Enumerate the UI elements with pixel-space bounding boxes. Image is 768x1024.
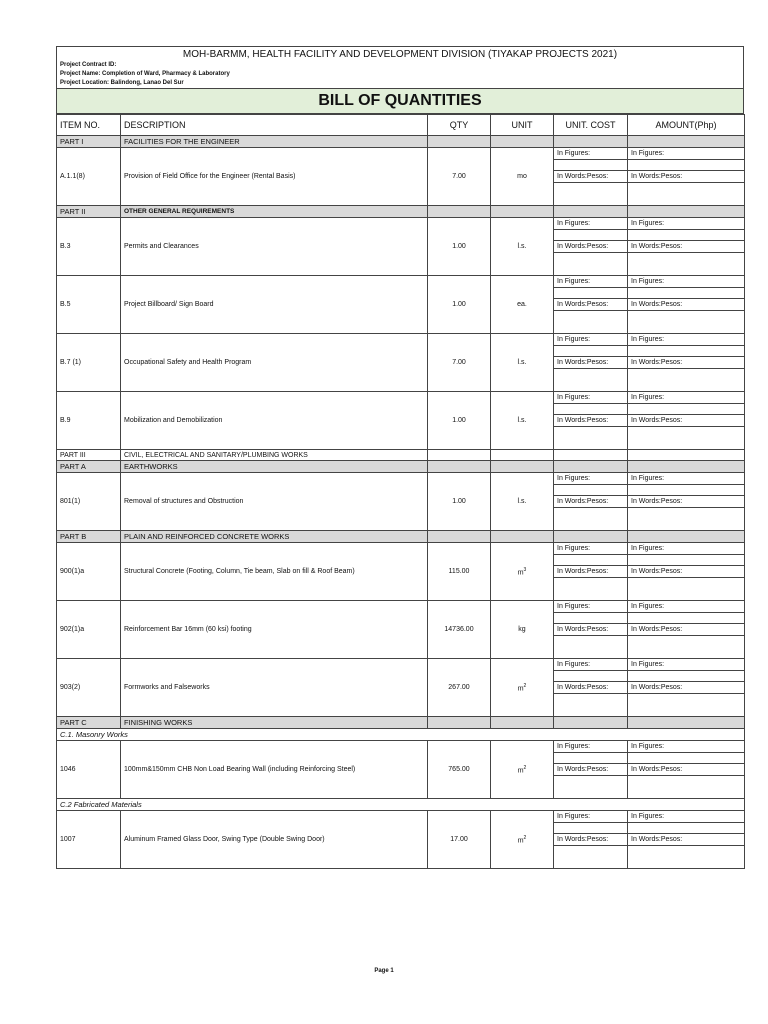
amount-blank: [628, 671, 745, 682]
item-unit: [491, 334, 554, 392]
unit-cost-blank: [554, 613, 628, 624]
unit-text: m: [517, 767, 524, 775]
project-location: Project Location: Balindong, Lanao Del Sur: [60, 80, 184, 86]
table-row: [57, 392, 745, 404]
table-row: [57, 276, 745, 288]
amount-blank: [628, 404, 745, 415]
empty-cell: [554, 531, 628, 543]
item-unit: [491, 148, 554, 206]
empty-cell: [491, 461, 554, 473]
item-description: Aluminum Framed Glass Door, Swing Type (Double Swing Door): [121, 811, 428, 869]
unit-text: m: [517, 569, 524, 577]
unit-cost-blank: [554, 776, 628, 799]
amount-figures: In Figures:: [628, 811, 745, 823]
amount-words: In Words:Pesos:: [628, 496, 745, 508]
unit-cost-words: In Words:Pesos:: [554, 171, 628, 183]
sheet-header: [56, 46, 744, 114]
amount-blank: [628, 427, 745, 450]
item-qty: 115.00: [428, 543, 491, 601]
amount-words: In Words:Pesos:: [628, 241, 745, 253]
item-description: Structural Concrete (Footing, Column, Tie beam, Slab on fill & Roof Beam): [121, 543, 428, 601]
empty-cell: [428, 717, 491, 729]
item-qty: 7.00: [428, 148, 491, 206]
empty-cell: [628, 461, 745, 473]
unit-cost-blank: [554, 485, 628, 496]
project-contract-id: Project Contract ID:: [60, 62, 117, 68]
empty-cell: [428, 531, 491, 543]
section-title: CIVIL, ELECTRICAL AND SANITARY/PLUMBING WORKS: [121, 450, 428, 461]
amount-blank: [628, 823, 745, 834]
unit-cost-blank: [554, 404, 628, 415]
amount-words: In Words:Pesos:: [628, 171, 745, 183]
unit-cost-blank: [554, 311, 628, 334]
table-row: [57, 811, 745, 823]
col-unit: UNIT: [491, 115, 554, 136]
boq-sheet: [56, 46, 744, 869]
unit-cost-words: In Words:Pesos:: [554, 299, 628, 311]
item-code: B.9: [57, 392, 121, 450]
unit-text: l.s.: [517, 243, 527, 250]
item-code: A.1.1(8): [57, 148, 121, 206]
empty-cell: [491, 717, 554, 729]
amount-blank: [628, 508, 745, 531]
item-description: Occupational Safety and Health Program: [121, 334, 428, 392]
unit-cost-words: In Words:Pesos:: [554, 834, 628, 846]
amount-blank: [628, 578, 745, 601]
unit-exponent: 2: [523, 834, 527, 841]
table-row: [57, 334, 745, 346]
amount-figures: In Figures:: [628, 392, 745, 404]
item-description: 100mm&150mm CHB Non Load Bearing Wall (including Reinforcing Steel): [121, 741, 428, 799]
unit-cost-blank: [554, 427, 628, 450]
amount-figures: In Figures:: [628, 659, 745, 671]
empty-cell: [554, 717, 628, 729]
item-description: Permits and Clearances: [121, 218, 428, 276]
unit-cost-blank: [554, 183, 628, 206]
empty-cell: [491, 531, 554, 543]
unit-cost-figures: In Figures:: [554, 811, 628, 823]
amount-figures: In Figures:: [628, 543, 745, 555]
item-unit: [491, 543, 554, 601]
col-description: DESCRIPTION: [121, 115, 428, 136]
amount-blank: [628, 846, 745, 869]
section-title: PLAIN AND REINFORCED CONCRETE WORKS: [121, 531, 428, 543]
unit-cost-blank: [554, 578, 628, 601]
unit-cost-words: In Words:Pesos:: [554, 624, 628, 636]
empty-cell: [491, 136, 554, 148]
section-row: [57, 136, 745, 148]
unit-text: m: [517, 685, 524, 693]
item-code: B.3: [57, 218, 121, 276]
item-code: 900(1)a: [57, 543, 121, 601]
unit-cost-words: In Words:Pesos:: [554, 566, 628, 578]
item-unit: [491, 218, 554, 276]
item-description: Removal of structures and Obstruction: [121, 473, 428, 531]
item-qty: 7.00: [428, 334, 491, 392]
empty-cell: [628, 206, 745, 218]
empty-cell: [428, 461, 491, 473]
amount-blank: [628, 613, 745, 624]
amount-figures: In Figures:: [628, 741, 745, 753]
unit-cost-figures: In Figures:: [554, 392, 628, 404]
subsection-row: [57, 799, 745, 811]
organization-title: MOH-BARMM, HEALTH FACILITY AND DEVELOPMENT DIVISION (TIYAKAP PROJECTS 2021): [182, 49, 618, 60]
item-unit: [491, 811, 554, 869]
unit-text: l.s.: [517, 417, 527, 424]
amount-blank: [628, 636, 745, 659]
item-qty: 267.00: [428, 659, 491, 717]
amount-blank: [628, 555, 745, 566]
unit-cost-blank: [554, 253, 628, 276]
item-unit: [491, 473, 554, 531]
amount-words: In Words:Pesos:: [628, 357, 745, 369]
empty-cell: [628, 450, 745, 461]
section-code: PART B: [57, 531, 121, 543]
section-title: FINISHING WORKS: [121, 717, 428, 729]
document-title: BILL OF QUANTITIES: [57, 88, 743, 113]
amount-figures: In Figures:: [628, 218, 745, 230]
table-row: [57, 741, 745, 753]
section-code: PART I: [57, 136, 121, 148]
amount-words: In Words:Pesos:: [628, 566, 745, 578]
item-description: Project Billboard/ Sign Board: [121, 276, 428, 334]
amount-figures: In Figures:: [628, 601, 745, 613]
item-qty: 765.00: [428, 741, 491, 799]
unit-cost-blank: [554, 671, 628, 682]
empty-cell: [428, 136, 491, 148]
amount-words: In Words:Pesos:: [628, 415, 745, 427]
section-row: [57, 206, 745, 218]
unit-exponent: 3: [523, 566, 527, 573]
table-row: [57, 473, 745, 485]
item-qty: 17.00: [428, 811, 491, 869]
amount-words: In Words:Pesos:: [628, 682, 745, 694]
unit-cost-words: In Words:Pesos:: [554, 682, 628, 694]
amount-blank: [628, 288, 745, 299]
amount-blank: [628, 160, 745, 171]
item-unit: [491, 601, 554, 659]
empty-cell: [628, 136, 745, 148]
item-qty: 1.00: [428, 218, 491, 276]
unit-cost-figures: In Figures:: [554, 543, 628, 555]
section-row: [57, 531, 745, 543]
item-qty: 1.00: [428, 473, 491, 531]
empty-cell: [428, 450, 491, 461]
unit-text: m: [517, 837, 524, 845]
unit-cost-blank: [554, 694, 628, 717]
unit-cost-figures: In Figures:: [554, 148, 628, 160]
project-name: Project Name: Completion of Ward, Pharmacy & Laboratory: [60, 71, 230, 77]
unit-cost-words: In Words:Pesos:: [554, 764, 628, 776]
item-code: B.7 (1): [57, 334, 121, 392]
amount-figures: In Figures:: [628, 148, 745, 160]
amount-blank: [628, 230, 745, 241]
boq-table: [56, 114, 745, 869]
unit-cost-figures: In Figures:: [554, 218, 628, 230]
section-code: PART III: [57, 450, 121, 461]
col-amount: AMOUNT(Php): [628, 115, 745, 136]
amount-blank: [628, 753, 745, 764]
page-number: Page 1: [374, 968, 394, 974]
empty-cell: [554, 136, 628, 148]
subsection-title: C.1. Masonry Works: [57, 729, 745, 741]
item-description: Mobilization and Demobilization: [121, 392, 428, 450]
unit-cost-figures: In Figures:: [554, 334, 628, 346]
empty-cell: [554, 461, 628, 473]
table-row: [57, 659, 745, 671]
amount-figures: In Figures:: [628, 334, 745, 346]
amount-blank: [628, 776, 745, 799]
unit-cost-figures: In Figures:: [554, 473, 628, 485]
amount-blank: [628, 369, 745, 392]
item-unit: [491, 659, 554, 717]
item-code: 902(1)a: [57, 601, 121, 659]
unit-cost-blank: [554, 846, 628, 869]
item-description: Reinforcement Bar 16mm (60 ksi) footing: [121, 601, 428, 659]
item-description: Provision of Field Office for the Engineer (Rental Basis): [121, 148, 428, 206]
unit-cost-blank: [554, 369, 628, 392]
unit-cost-words: In Words:Pesos:: [554, 496, 628, 508]
unit-cost-blank: [554, 636, 628, 659]
amount-figures: In Figures:: [628, 276, 745, 288]
unit-cost-figures: In Figures:: [554, 741, 628, 753]
section-code: PART C: [57, 717, 121, 729]
item-code: 801(1): [57, 473, 121, 531]
section-row: [57, 450, 745, 461]
col-unit-cost: UNIT. COST: [554, 115, 628, 136]
amount-blank: [628, 253, 745, 276]
amount-figures: In Figures:: [628, 473, 745, 485]
empty-cell: [491, 206, 554, 218]
empty-cell: [554, 206, 628, 218]
column-header-row: [57, 115, 745, 136]
item-code: B.5: [57, 276, 121, 334]
amount-blank: [628, 311, 745, 334]
item-unit: [491, 392, 554, 450]
item-qty: 14736.00: [428, 601, 491, 659]
amount-words: In Words:Pesos:: [628, 764, 745, 776]
unit-cost-blank: [554, 508, 628, 531]
table-row: [57, 148, 745, 160]
section-title: EARTHWORKS: [121, 461, 428, 473]
unit-cost-figures: In Figures:: [554, 659, 628, 671]
unit-cost-blank: [554, 346, 628, 357]
section-row: [57, 461, 745, 473]
col-item-no: ITEM NO.: [57, 115, 121, 136]
unit-cost-figures: In Figures:: [554, 276, 628, 288]
item-unit: [491, 276, 554, 334]
subsection-row: [57, 729, 745, 741]
unit-text: l.s.: [517, 359, 527, 366]
unit-cost-blank: [554, 823, 628, 834]
item-code: 903(2): [57, 659, 121, 717]
unit-cost-blank: [554, 555, 628, 566]
table-row: [57, 601, 745, 613]
unit-text: kg: [518, 626, 526, 633]
item-description: Formworks and Falseworks: [121, 659, 428, 717]
unit-cost-blank: [554, 288, 628, 299]
unit-cost-blank: [554, 230, 628, 241]
table-row: [57, 543, 745, 555]
item-qty: 1.00: [428, 392, 491, 450]
amount-words: In Words:Pesos:: [628, 624, 745, 636]
amount-blank: [628, 485, 745, 496]
unit-exponent: 2: [523, 682, 527, 689]
empty-cell: [491, 450, 554, 461]
unit-text: ea.: [517, 301, 527, 308]
amount-words: In Words:Pesos:: [628, 299, 745, 311]
unit-cost-words: In Words:Pesos:: [554, 241, 628, 253]
amount-words: In Words:Pesos:: [628, 834, 745, 846]
col-qty: QTY: [428, 115, 491, 136]
unit-cost-blank: [554, 160, 628, 171]
section-row: [57, 717, 745, 729]
section-title: OTHER GENERAL REQUIREMENTS: [121, 206, 428, 218]
unit-exponent: 2: [523, 764, 527, 771]
unit-cost-words: In Words:Pesos:: [554, 357, 628, 369]
item-code: 1046: [57, 741, 121, 799]
table-row: [57, 218, 745, 230]
unit-cost-blank: [554, 753, 628, 764]
empty-cell: [554, 450, 628, 461]
unit-text: l.s.: [517, 498, 527, 505]
amount-blank: [628, 346, 745, 357]
subsection-title: C.2 Fabricated Materials: [57, 799, 745, 811]
amount-blank: [628, 694, 745, 717]
unit-text: mo: [517, 173, 527, 180]
empty-cell: [628, 717, 745, 729]
item-qty: 1.00: [428, 276, 491, 334]
empty-cell: [428, 206, 491, 218]
item-code: 1007: [57, 811, 121, 869]
unit-cost-figures: In Figures:: [554, 601, 628, 613]
empty-cell: [628, 531, 745, 543]
unit-cost-words: In Words:Pesos:: [554, 415, 628, 427]
section-title: FACILITIES FOR THE ENGINEER: [121, 136, 428, 148]
section-code: PART II: [57, 206, 121, 218]
section-code: PART A: [57, 461, 121, 473]
amount-blank: [628, 183, 745, 206]
item-unit: [491, 741, 554, 799]
